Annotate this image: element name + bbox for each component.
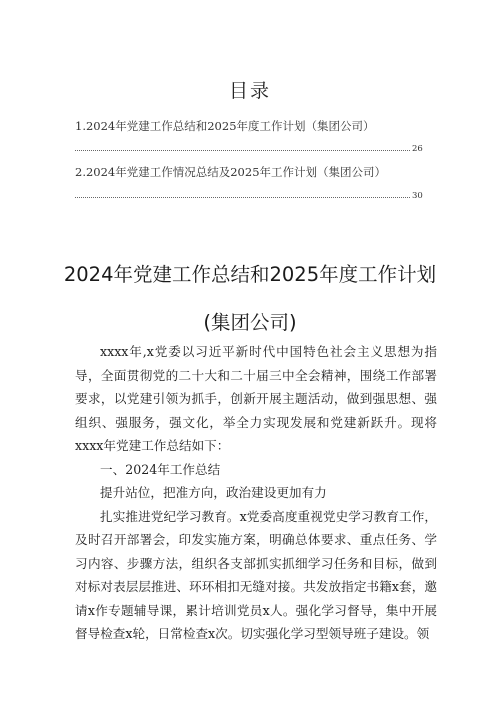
toc-entry-label[interactable]: 2.2024年党建工作情况总结及2025年工作计划（集团公司） [75, 165, 387, 179]
toc-leader-dots [75, 197, 410, 198]
body-paragraph: xxxx年,x党委以习近平新时代中国特色社会主义思想为指导，全面贯彻党的二十大和二十届三中全会精神，围绕工作部署要求，以党建引领为抓手，创新开展主题活动，做到强思想、强组织、强服务，强文化，举全力实现发展和党建新跃升。现将xxxx年党建工作总结如下： [75, 344, 437, 453]
body-paragraph: 扎实推进党纪学习教育。x党委高度重视党史学习教育工作，及时召开部署会，印发实施方案，明确总体要求、重点任务、学习内容、步骤方法，组织各支部抓实抓细学习任务和目标，做到对标对表层层推进、环环相扣无缝对接。共发放指定书籍x套，邀请x作专题辅导课，累计培训党员x人。强化学习督导，集中开展督导检查x轮，日常检查x次。切实强化学习型领导班子建设。领 [75, 508, 437, 641]
document-body [75, 340, 437, 646]
section-heading: 一、2024年工作总结 [100, 461, 221, 477]
toc-leader-dots [75, 150, 410, 151]
toc-entry-page: 30 [412, 191, 423, 201]
toc-title: 目录 [228, 80, 271, 102]
toc-entry-label[interactable]: 1.2024年党建工作总结和2025年度工作计划（集团公司） [75, 119, 375, 133]
document-title: 2024年党建工作总结和2025年度工作计划 [63, 263, 437, 286]
subsection-heading: 提升站位，把准方向，政治建设更加有力 [100, 485, 327, 500]
document-subtitle: (集团公司) [203, 311, 297, 334]
toc-entry-page: 26 [412, 144, 423, 154]
